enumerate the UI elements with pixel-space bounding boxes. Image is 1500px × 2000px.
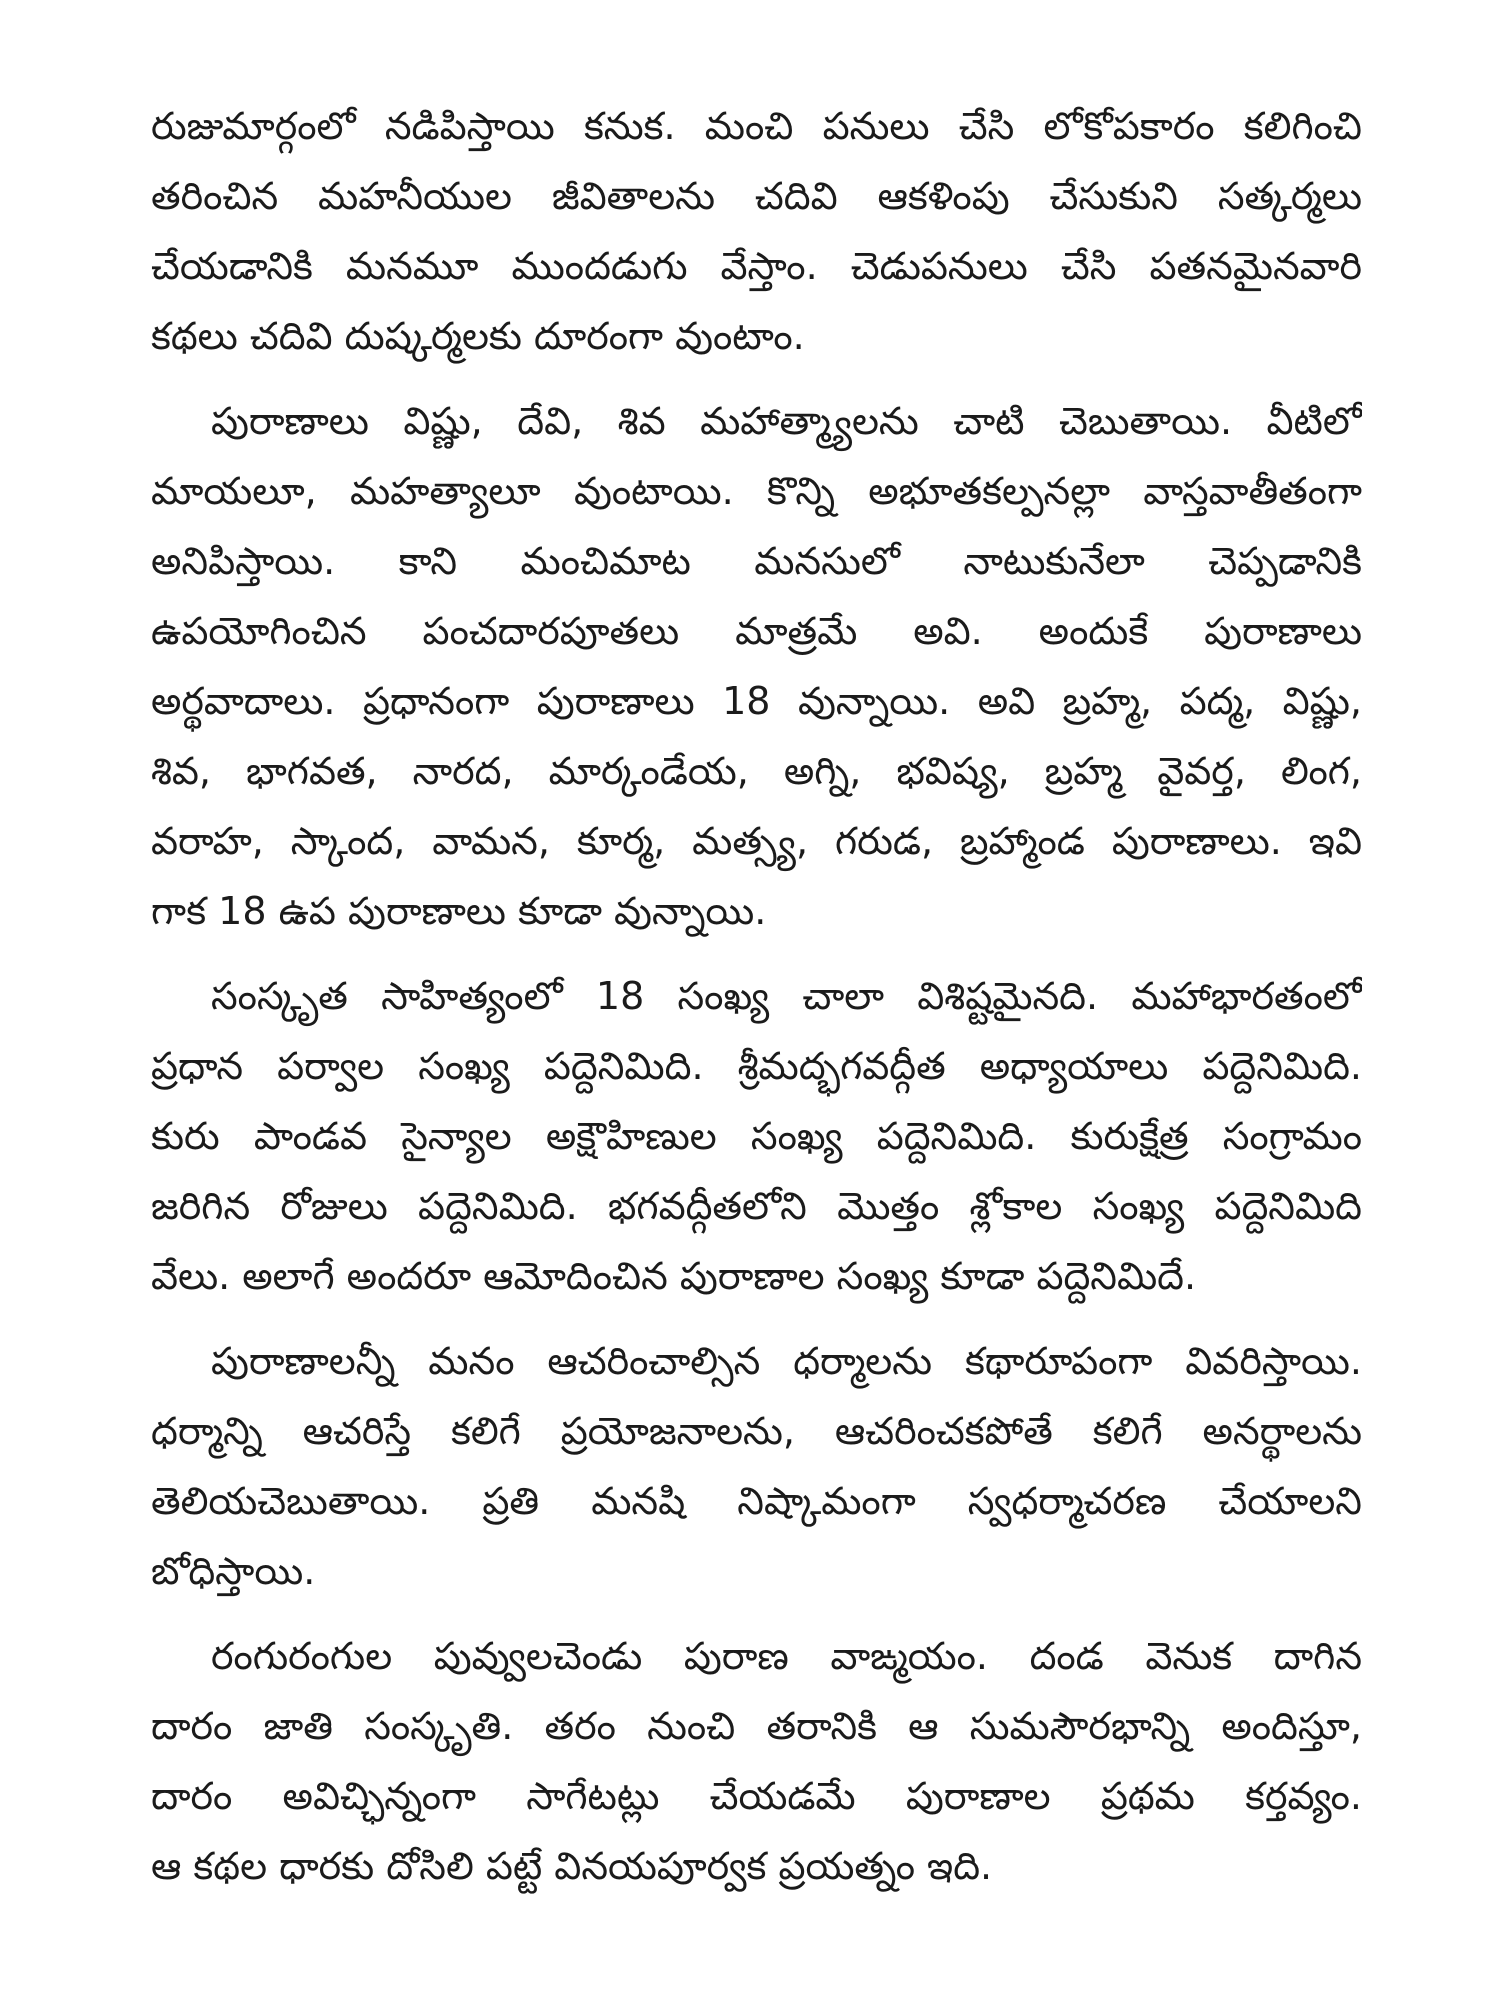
paragraph-line: మాయలూ, మహత్యాలూ వుంటాయి. కొన్ని అభూతకల్పనల్లా వాస్తవాతీతంగా — [151, 469, 1362, 513]
paragraph-5 — [151, 1621, 1362, 1901]
paragraph-line: వరాహ, స్కాంద, వామన, కూర్మ, మత్స్య, గరుడ, బ్రహ్మాండ పురాణాలు. ఇవి — [151, 819, 1362, 863]
paragraph-line: కురు పాండవ సైన్యాల అక్షౌహిణుల సంఖ్య పద్దెనిమిది. కురుక్షేత్ర సంగ్రామం — [151, 1114, 1362, 1158]
paragraph-line: వేలు. అలాగే అందరూ ఆమోదించిన పురాణాల సంఖ్య కూడా పద్దెనిమిదే. — [151, 1254, 1197, 1298]
paragraph-line: ప్రధాన పర్వాల సంఖ్య పద్దెనిమిది. శ్రీమద్భగవద్గీత అధ్యాయాలు పద్దెనిమిది. — [151, 1044, 1362, 1088]
paragraph-line: అనిపిస్తాయి. కాని మంచిమాట మనసులో నాటుకునేలా చెప్పడానికి — [151, 539, 1362, 583]
paragraph-line: ఉపయోగించిన పంచదారపూతలు మాత్రమే అవి. అందుకే పురాణాలు — [151, 609, 1362, 653]
paragraph-line: కథలు చదివి దుష్కర్మలకు దూరంగా వుంటాం. — [151, 314, 805, 358]
paragraph-line: దారం అవిచ్ఛిన్నంగా సాగేటట్లు చేయడమే పురాణాల ప్రథమ కర్తవ్యం. — [151, 1774, 1362, 1818]
paragraph-line: గాక 18 ఉప పురాణాలు కూడా వున్నాయి. — [151, 889, 767, 933]
paragraph-line: జరిగిన రోజులు పద్దెనిమిది. భగవద్గీతలోని మొత్తం శ్లోకాల సంఖ్య పద్దెనిమిది — [151, 1184, 1362, 1228]
paragraph-line: తెలియచెబుతాయి. ప్రతి మనషి నిష్కామంగా స్వధర్మాచరణ చేయాలని — [151, 1479, 1362, 1523]
paragraph-line: రుజుమార్గంలో నడిపిస్తాయి కనుక. మంచి పనులు చేసి లోకోపకారం కలిగించి — [151, 104, 1362, 148]
paragraph-line: సంస్కృత సాహిత్యంలో 18 సంఖ్య చాలా విశిష్టమైనది. మహాభారతంలో — [211, 974, 1362, 1018]
paragraph-line: బోధిస్తాయి. — [151, 1549, 316, 1593]
paragraph-line: తరించిన మహనీయుల జీవితాలను చదివి ఆకళింపు చేసుకుని సత్కర్మలు — [151, 174, 1362, 218]
paragraph-2 — [151, 386, 1362, 946]
document-page — [151, 91, 1362, 1916]
paragraph-line: పురాణాలన్నీ మనం ఆచరించాల్సిన ధర్మాలను కథారూపంగా వివరిస్తాయి. — [211, 1339, 1362, 1383]
paragraph-1 — [151, 91, 1362, 371]
paragraph-3 — [151, 961, 1362, 1311]
paragraph-line: శివ, భాగవత, నారద, మార్కండేయ, అగ్ని, భవిష్య, బ్రహ్మ వైవర్త, లింగ, — [151, 749, 1362, 793]
paragraph-line: ఆ కథల ధారకు దోసిలి పట్టే వినయపూర్వక ప్రయత్నం ఇది. — [151, 1844, 993, 1888]
paragraph-line: చేయడానికి మనమూ ముందడుగు వేస్తాం. చెడుపనులు చేసి పతనమైనవారి — [151, 244, 1362, 288]
paragraph-line: అర్థవాదాలు. ప్రధానంగా పురాణాలు 18 వున్నాయి. అవి బ్రహ్మ, పద్మ, విష్ణు, — [151, 679, 1362, 723]
paragraph-line: పురాణాలు విష్ణు, దేవి, శివ మహాత్మ్యాలను చాటి చెబుతాయి. వీటిలో — [211, 399, 1362, 443]
paragraph-line: ధర్మాన్ని ఆచరిస్తే కలిగే ప్రయోజనాలను, ఆచరించకపోతే కలిగే అనర్థాలను — [151, 1409, 1362, 1453]
paragraph-line: రంగురంగుల పువ్వులచెండు పురాణ వాఙ్మయం. దండ వెనుక దాగిన — [211, 1634, 1362, 1678]
paragraph-4 — [151, 1326, 1362, 1606]
paragraph-line: దారం జాతి సంస్కృతి. తరం నుంచి తరానికి ఆ సుమసౌరభాన్ని అందిస్తూ, — [151, 1704, 1362, 1748]
